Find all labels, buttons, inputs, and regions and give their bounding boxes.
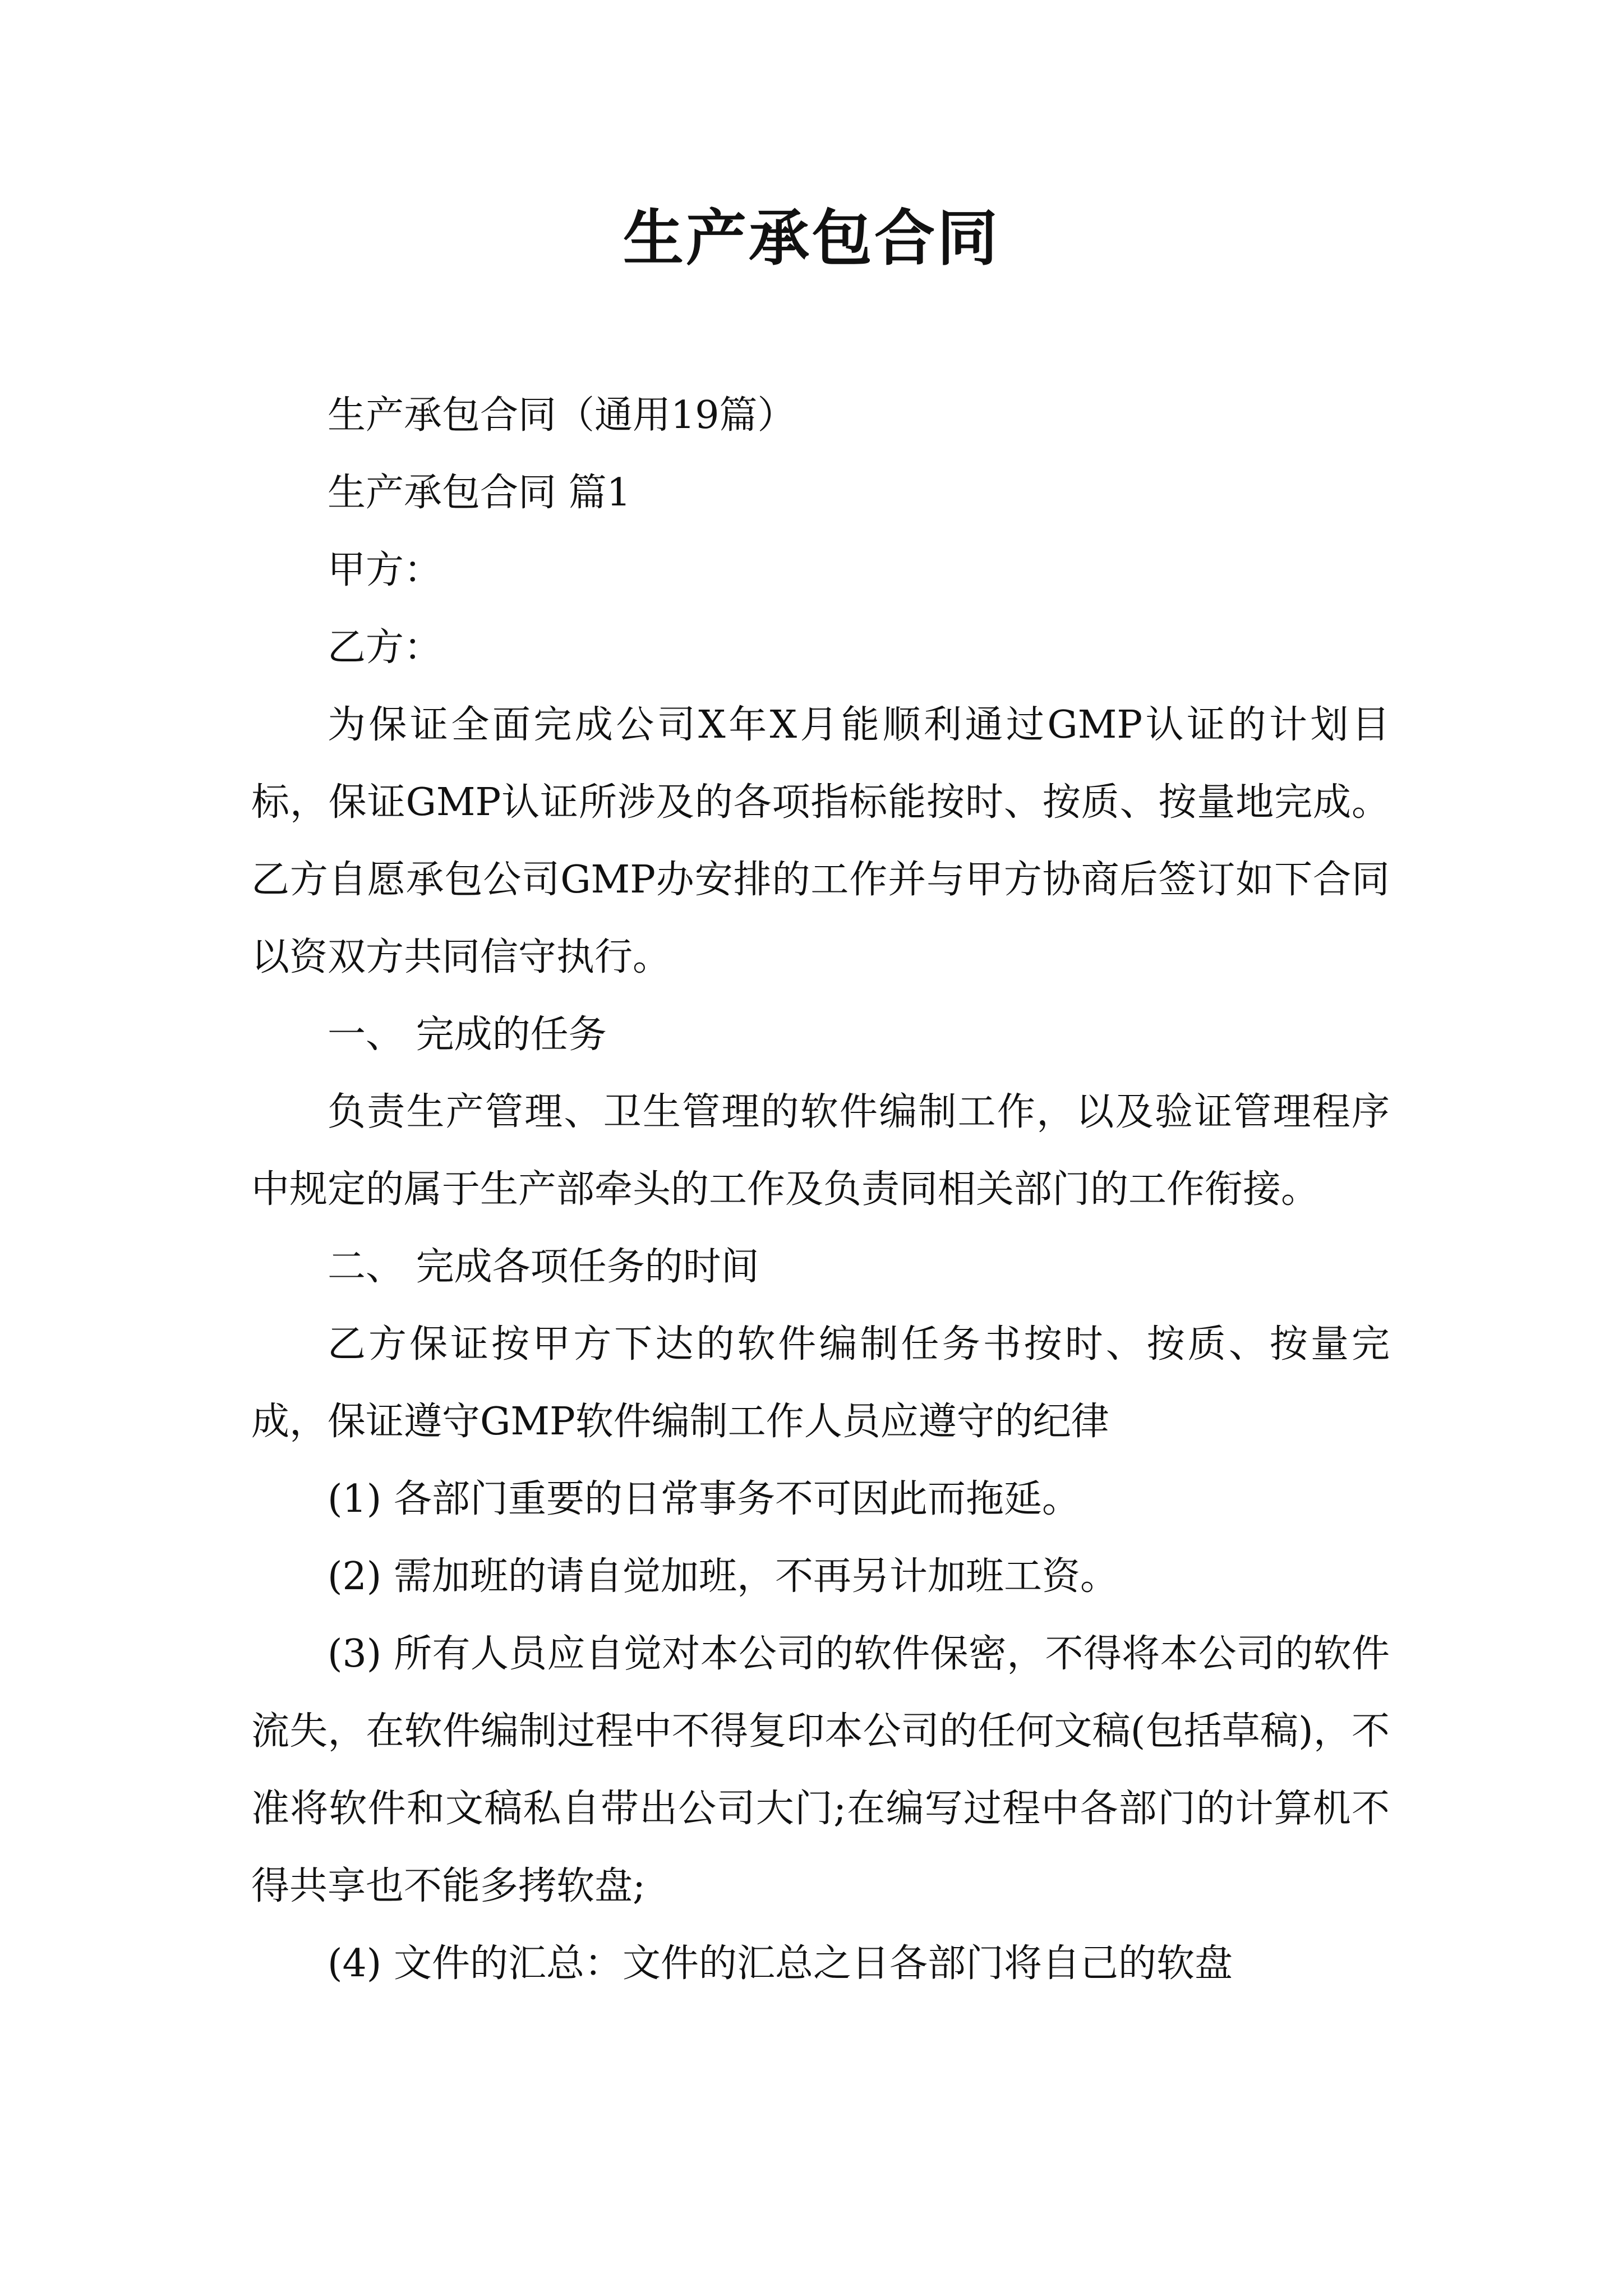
paragraph-item-1: (1) 各部门重要的日常事务不可因此而拖延。: [328, 1477, 1080, 1521]
paragraph-section-heading: 生产承包合同 篇1: [328, 471, 631, 515]
paragraph-tasks: 负责生产管理、卫生管理的软件编制工作，以及验证管理程序中规定的属于生产部牵头的工作及负责同相关部门的工作衔接。: [251, 1090, 1390, 1212]
document-body: [251, 377, 1390, 2003]
paragraph-item-3: (3) 所有人员应自觉对本公司的软件保密，不得将本公司的软件流失，在软件编制过程中不得复印本公司的任何文稿(包括草稿)，不准将软件和文稿私自带出公司大门;在编写过程中各部门的计算机不得共享也不能多拷软盘;: [251, 1632, 1390, 1908]
document-title: 生产承包合同: [623, 203, 1000, 274]
paragraph-party-b: 乙方：: [328, 625, 442, 670]
paragraph-item-4: (4) 文件的汇总：文件的汇总之日各部门将自己的软盘: [328, 1941, 1233, 1986]
paragraph-purpose: 为保证全面完成公司X年X月能顺利通过GMP认证的计划目标，保证GMP认证所涉及的各项指标能按时、按质、按量地完成。乙方自愿承包公司GMP办安排的工作并与甲方协商后签订如下合同以资双方共同信守执行。: [251, 703, 1390, 979]
paragraph-heading-tasks: 一、 完成的任务: [328, 1013, 607, 1057]
paragraph-heading-time: 二、 完成各项任务的时间: [328, 1245, 759, 1289]
paragraph-subtitle: 生产承包合同（通用19篇）: [328, 393, 796, 438]
paragraph-guarantee: 乙方保证按甲方下达的软件编制任务书按时、按质、按量完成，保证遵守GMP软件编制工作人员应遵守的纪律: [251, 1322, 1390, 1444]
paragraph-party-a: 甲方：: [328, 548, 442, 592]
paragraph-item-2: (2) 需加班的请自觉加班，不再另计加班工资。: [328, 1554, 1118, 1599]
